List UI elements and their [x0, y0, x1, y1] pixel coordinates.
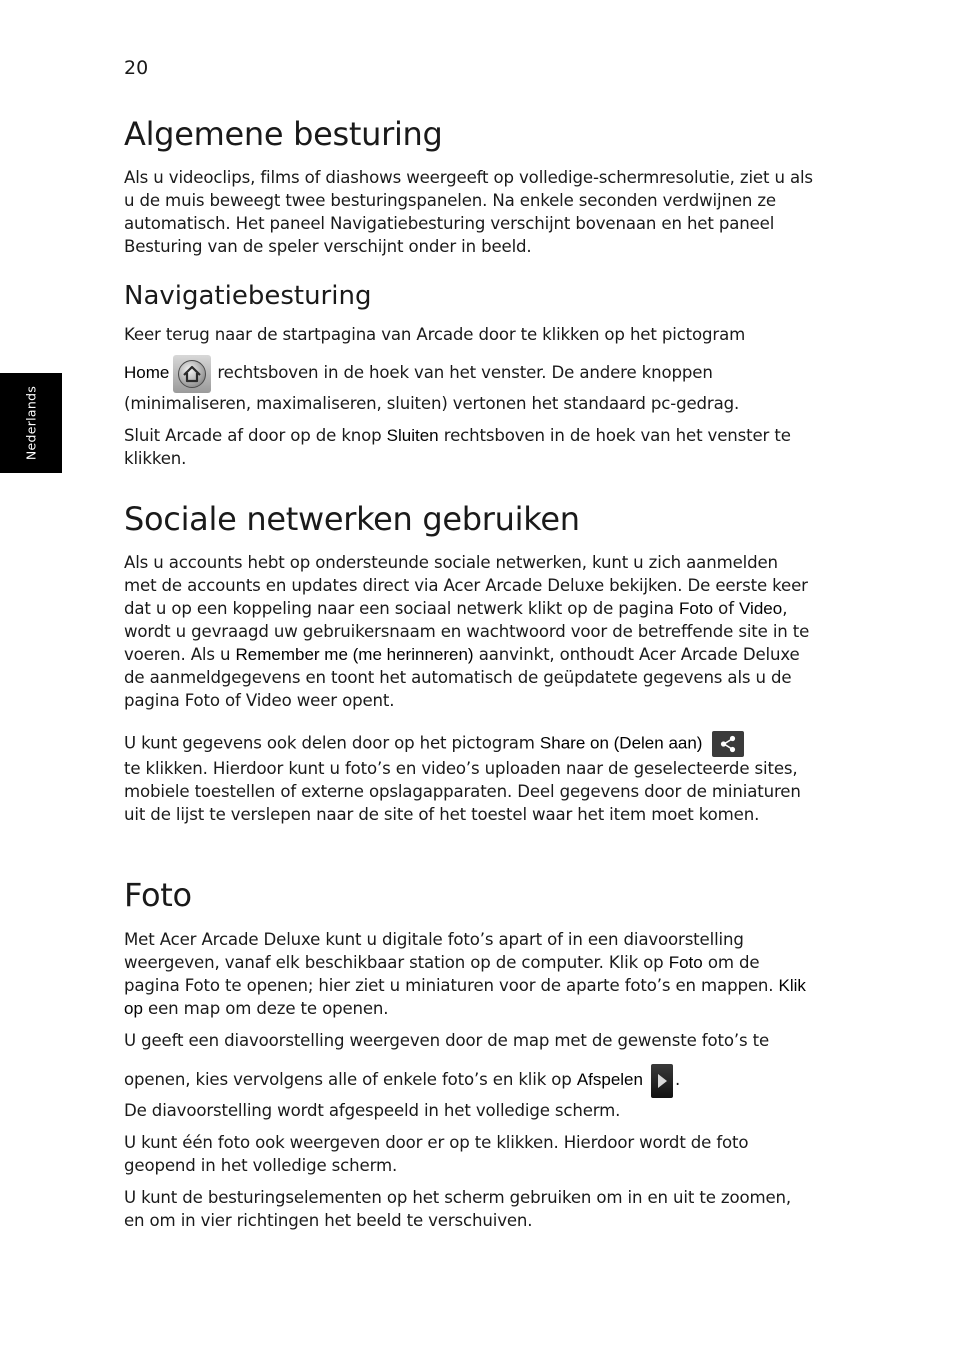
- foto-text-a: Met Acer Arcade Deluxe kunt u digitale foto’s apart of in een diavoorstelling weergeven, vanaf elk beschikbaar station op de computer. Klik op: [124, 930, 744, 972]
- sluiten-label: Sluiten: [386, 426, 439, 445]
- page-number: 20: [124, 57, 149, 79]
- navigatie-paragraph-3: (minimaliseren, maximaliseren, sluiten) vertonen het standaard pc-gedrag.: [124, 394, 740, 413]
- navigatie-paragraph-1: Keer terug naar de startpagina van Arcade door te klikken op het pictogram: [124, 325, 746, 344]
- foto-paragraph-6: U kunt de besturingselementen op het scherm gebruiken om in en uit te zoomen, en om in vier richtingen het beeld te verschuiven.: [124, 1188, 792, 1230]
- sociaal-paragraph-1: [124, 551, 814, 712]
- foto-text-b: om de pagina Foto te openen; hier ziet u miniaturen voor de aparte foto’s en mappen.: [124, 953, 779, 995]
- play-icon[interactable]: [651, 1064, 673, 1098]
- navigatie-paragraph-4: [124, 424, 814, 470]
- home-icon[interactable]: [173, 355, 211, 393]
- share-on-label: Share on (Delen aan): [539, 733, 703, 753]
- klik-op-label: Klik op: [124, 976, 806, 1018]
- video-label: Video: [739, 599, 783, 618]
- foto-paragraph-1: [124, 928, 814, 1020]
- afspelen-sentence-end: .: [674, 1070, 681, 1089]
- sluiten-sentence-end: rechtsboven in de hoek van het venster te klikken.: [124, 426, 791, 468]
- heading-foto: Foto: [124, 876, 192, 914]
- sociaal-text-c: , wordt u gevraagd uw gebruikersnaam en wachtwoord voor de betreffende site in te voeren. Als u: [124, 599, 810, 664]
- remember-me-label: Remember me (me herinneren): [235, 645, 474, 664]
- sociaal-text-d: aanvinkt, onthoudt Acer Arcade Deluxe de aanmeldgegevens en toont het automatisch de geüpdatete gegevens als u de pagina Foto of Video weer opent.: [124, 645, 800, 710]
- heading-sociale-netwerken: Sociale netwerken gebruiken: [124, 500, 580, 538]
- navigatie-paragraph-2: [124, 352, 814, 394]
- foto-paragraph-5: U kunt één foto ook weergeven door er op te klikken. Hierdoor wordt de foto geopend in het volledige scherm.: [124, 1133, 749, 1175]
- sluiten-sentence-start: Sluit Arcade af door op de knop: [124, 426, 387, 445]
- foto-page-label: Foto: [668, 953, 703, 972]
- share-sentence-end: te klikken. Hierdoor kunt u foto’s en video’s uploaden naar de geselecteerde sites, mobiele toestellen of externe opslagapparaten. Deel gegevens door de miniaturen uit de lijst te verslepen naar de site of het toestel waar het item moet komen.: [124, 759, 801, 824]
- foto-paragraph-4: De diavoorstelling wordt afgespeeld in het volledige scherm.: [124, 1101, 621, 1120]
- language-side-tab: [0, 373, 62, 473]
- algemene-paragraph: Als u videoclips, films of diashows weergeeft op volledige-schermresolutie, ziet u als u de muis beweegt twee besturingspanelen. Na enkele seconden verdwijnen ze automatisch. Het paneel Navigatiebesturing verschijnt bovenaan en het paneel Besturing van de speler verschijnt onder in beeld.: [124, 168, 813, 256]
- afspelen-sentence-start: openen, kies vervolgens alle of enkele foto’s en klik op: [124, 1070, 577, 1089]
- share-sentence-start: U kunt gegevens ook delen door op het pictogram: [124, 733, 540, 753]
- sociaal-text-b: of: [713, 599, 740, 618]
- foto-paragraph-3: [124, 1060, 814, 1100]
- side-tab-label: Nederlands: [23, 385, 39, 461]
- foto-text-c: een map om deze te openen.: [142, 999, 389, 1018]
- home-label: Home: [124, 363, 170, 382]
- sociaal-paragraph-2: [124, 731, 814, 826]
- foto-label: Foto: [679, 599, 714, 618]
- home-sentence: rechtsboven in de hoek van het venster. De andere knoppen: [217, 363, 713, 382]
- sociaal-text-a: Als u accounts hebt op ondersteunde sociale netwerken, kunt u zich aanmelden met de accounts en updates direct via Acer Arcade Deluxe bekijken. De eerste keer dat u op een koppeling naar een sociaal netwerk klikt op de pagina: [124, 553, 808, 618]
- share-icon[interactable]: [712, 731, 744, 757]
- afspelen-label: Afspelen: [576, 1070, 643, 1089]
- heading-algemene-besturing: Algemene besturing: [124, 115, 443, 153]
- foto-paragraph-2: U geeft een diavoorstelling weergeven door de map met de gewenste foto’s te: [124, 1031, 770, 1050]
- heading-navigatiebesturing: Navigatiebesturing: [124, 281, 372, 311]
